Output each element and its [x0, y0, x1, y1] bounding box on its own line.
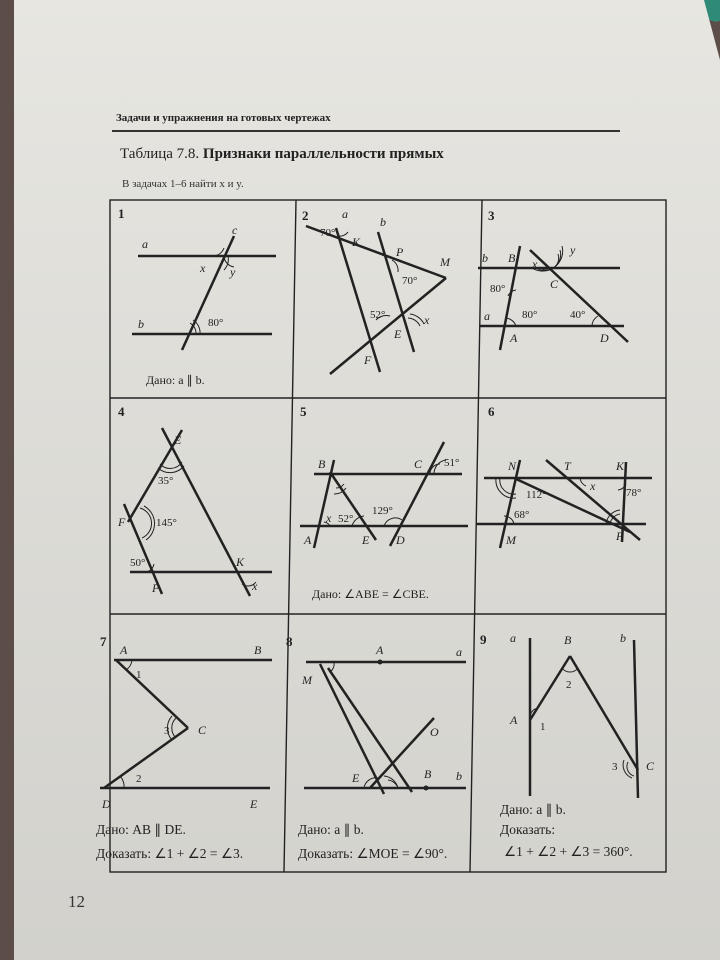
- angle-78: 78°: [626, 487, 642, 499]
- label-x: x: [326, 511, 332, 525]
- label-F: F: [118, 515, 126, 529]
- label-N: N: [508, 459, 517, 473]
- label-x: x: [590, 479, 596, 493]
- label-K: K: [616, 459, 625, 473]
- problem-4: [117, 404, 272, 596]
- angle-112: 112°: [526, 489, 547, 501]
- angle-3: 3: [612, 761, 618, 773]
- angle-2: 2: [136, 773, 142, 785]
- label-E: E: [174, 433, 182, 447]
- label-K: K: [352, 235, 361, 249]
- label-b: b: [456, 769, 462, 783]
- label-b: b: [482, 251, 488, 265]
- label-y: y: [230, 265, 236, 279]
- angle-70-right: 70°: [402, 275, 418, 287]
- label-O: O: [430, 725, 439, 739]
- angle-52: 52°: [370, 309, 386, 321]
- prove-text: ∠1 + ∠2 + ∠3 = 360°.: [504, 844, 633, 859]
- label-E: E: [250, 797, 258, 811]
- label-A: A: [510, 713, 518, 727]
- label-C: C: [646, 759, 655, 773]
- given-text: Дано: ∠ABE = ∠CBE.: [312, 587, 429, 601]
- label-A: A: [510, 331, 518, 345]
- label-A: A: [304, 533, 312, 547]
- problem-number: 8: [286, 634, 293, 649]
- label-c: c: [232, 223, 238, 237]
- problem-8: [286, 634, 466, 861]
- label-B: B: [508, 251, 516, 265]
- label-K: K: [236, 555, 245, 569]
- label-D: D: [600, 331, 609, 345]
- label-B: B: [424, 767, 432, 781]
- problem-5: [300, 404, 468, 601]
- label-E: E: [362, 533, 370, 547]
- angle-51: 51°: [444, 457, 460, 469]
- label-M: M: [440, 255, 450, 269]
- problem-number: 9: [480, 632, 487, 647]
- given-text: Дано: a ∥ b.: [298, 822, 364, 837]
- label-A: A: [120, 643, 128, 657]
- given-text: Дано: a ∥ b.: [500, 802, 566, 817]
- given-text: Дано: a ∥ b.: [146, 373, 205, 387]
- label-x: x: [532, 257, 538, 271]
- page-number: 12: [68, 892, 85, 911]
- problem-9: [480, 631, 655, 859]
- instruction: В задачах 1–6 найти x и y.: [122, 178, 244, 190]
- label-T: T: [564, 459, 571, 473]
- angle-129: 129°: [372, 505, 393, 517]
- angle-52: 52°: [338, 513, 354, 525]
- problem-number: 2: [302, 208, 309, 223]
- angle-80: 80°: [208, 317, 224, 329]
- label-C: C: [198, 723, 207, 737]
- problem-1: [118, 206, 276, 387]
- angle-2: 2: [566, 679, 572, 691]
- label-M: M: [506, 533, 516, 547]
- angle-70-left: 70°: [320, 227, 336, 239]
- problem-number: 5: [300, 404, 307, 419]
- angle-3: 3: [164, 725, 170, 737]
- problem-2: [302, 207, 451, 374]
- label-a: a: [484, 309, 490, 323]
- label-b: b: [620, 631, 626, 645]
- label-y: y: [570, 243, 576, 257]
- label-D: D: [396, 533, 405, 547]
- table-title-text: Признаки параллельности прямых: [202, 146, 444, 162]
- label-B: B: [254, 643, 262, 657]
- problem-number: 4: [118, 404, 125, 419]
- problem-3: [478, 208, 628, 350]
- angle-50: 50°: [130, 557, 146, 569]
- label-a: a: [342, 207, 348, 221]
- label-a: a: [456, 645, 462, 659]
- label-E: E: [352, 771, 360, 785]
- label-b: b: [380, 215, 386, 229]
- label-F: F: [364, 353, 372, 367]
- label-P: P: [152, 581, 160, 595]
- label-P: P: [616, 529, 624, 543]
- label-M: M: [302, 673, 312, 687]
- label-x: x: [424, 313, 430, 327]
- problem-number: 3: [488, 208, 495, 223]
- angle-68: 68°: [514, 509, 530, 521]
- label-B: B: [564, 633, 572, 647]
- label-D: D: [102, 797, 111, 811]
- label-b: b: [138, 317, 144, 331]
- angle-145: 145°: [156, 517, 177, 529]
- prove-text: Доказать: ∠1 + ∠2 = ∠3.: [96, 846, 244, 861]
- angle-40: 40°: [570, 309, 586, 321]
- label-C: C: [550, 277, 559, 291]
- label-P: P: [396, 245, 404, 259]
- angle-1: 1: [540, 721, 546, 733]
- label-a: a: [510, 631, 516, 645]
- label-C: C: [414, 457, 423, 471]
- problem-number: 6: [488, 404, 495, 419]
- label-A: A: [376, 643, 384, 657]
- angle-35: 35°: [158, 475, 174, 487]
- label-x: x: [200, 261, 206, 275]
- prove-text: Доказать: ∠MOE = ∠90°.: [298, 846, 448, 861]
- label-E: E: [394, 327, 402, 341]
- angle-80-lower: 80°: [522, 309, 538, 321]
- angle-80-upper: 80°: [490, 283, 506, 295]
- given-text: Дано: AB ∥ DE.: [96, 822, 186, 837]
- problem-number: 1: [118, 206, 125, 221]
- angle-1: 1: [136, 669, 142, 681]
- running-head: Задачи и упражнения на готовых чертежах: [116, 112, 331, 124]
- table-number: Таблица 7.8.: [120, 146, 200, 162]
- problem-6: [476, 404, 652, 548]
- prove-label: Доказать:: [500, 822, 556, 837]
- label-B: B: [318, 457, 326, 471]
- label-x: x: [252, 579, 258, 593]
- problem-number: 7: [100, 634, 107, 649]
- label-a: a: [142, 237, 148, 251]
- problem-7: [96, 634, 272, 861]
